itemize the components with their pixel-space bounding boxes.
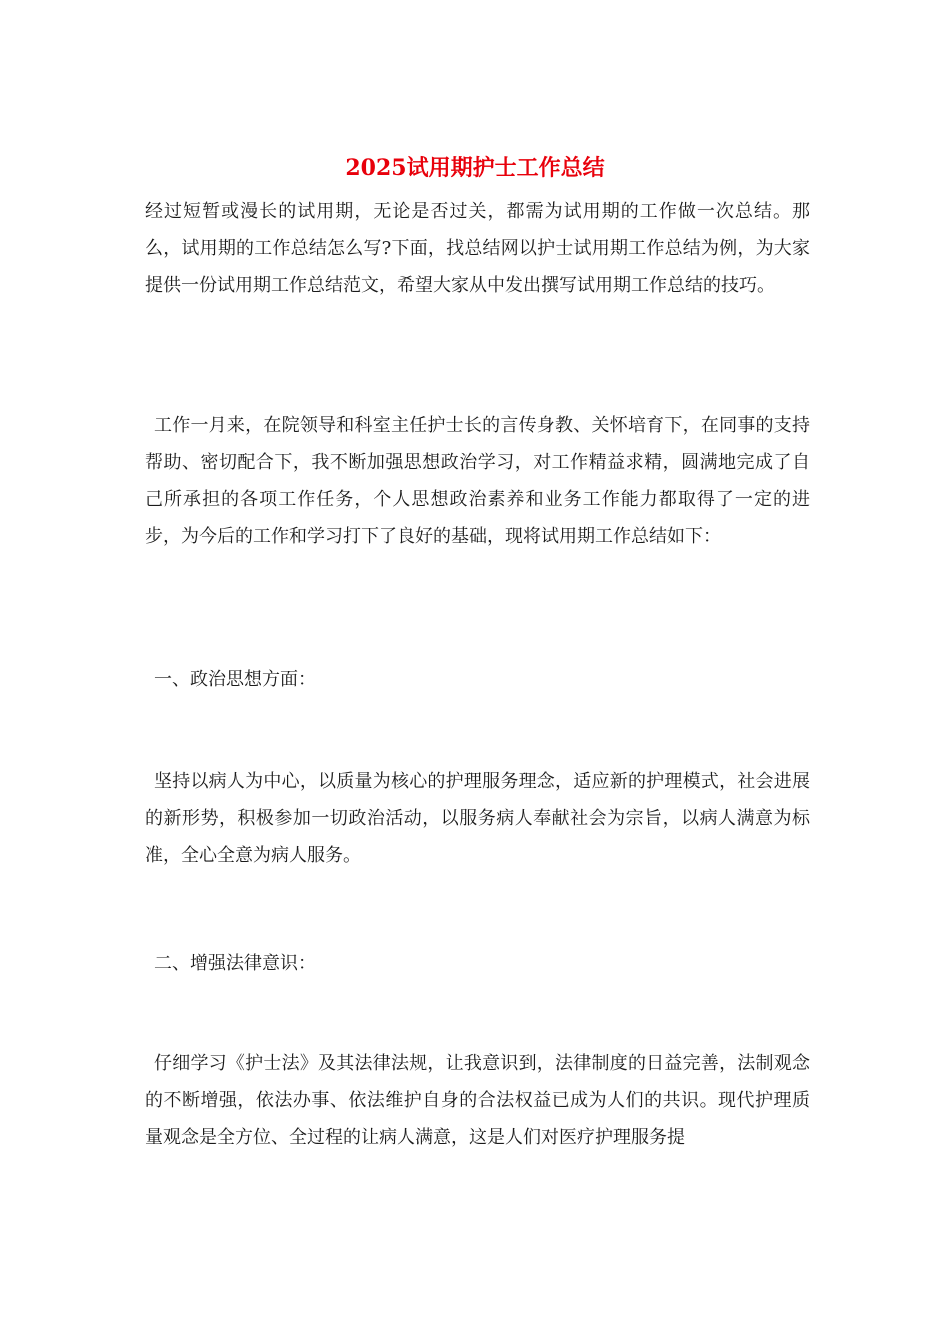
section-heading-political: 一、政治思想方面： (154, 669, 316, 690)
section-heading-legal: 二、增强法律意识： (154, 953, 316, 974)
opening-paragraph: 工作一月来，在院领导和科室主任护士长的言传身教、关怀培育下，在同事的支持帮助、密切配合下，我不断加强思想政治学习，对工作精益求精，圆满地完成了自己所承担的各项工作任务，个人思想政治素养和业务工作能力都取得了一定的进步，为今后的工作和学习打下了良好的基础，现将试用期工作总结如下： (145, 415, 810, 547)
section-body-legal: 仔细学习《护士法》及其法律法规，让我意识到，法律制度的日益完善，法制观念的不断增强，依法办事、依法维护自身的合法权益已成为人们的共识。现代护理质量观念是全方位、全过程的让病人满意，这是人们对医疗护理服务提 (145, 1053, 810, 1148)
intro-paragraph: 经过短暂或漫长的试用期，无论是否过关，都需为试用期的工作做一次总结。那么，试用期的工作总结怎么写?下面，找总结网以护士试用期工作总结为例，为大家提供一份试用期工作总结范文，希望大家从中发出撰写试用期工作总结的技巧。 (145, 201, 810, 296)
document-title: 2025试用期护士工作总结 (345, 155, 605, 181)
section-body-political: 坚持以病人为中心，以质量为核心的护理服务理念，适应新的护理模式，社会进展的新形势，积极参加一切政治活动，以服务病人奉献社会为宗旨，以病人满意为标准，全心全意为病人服务。 (145, 771, 810, 866)
